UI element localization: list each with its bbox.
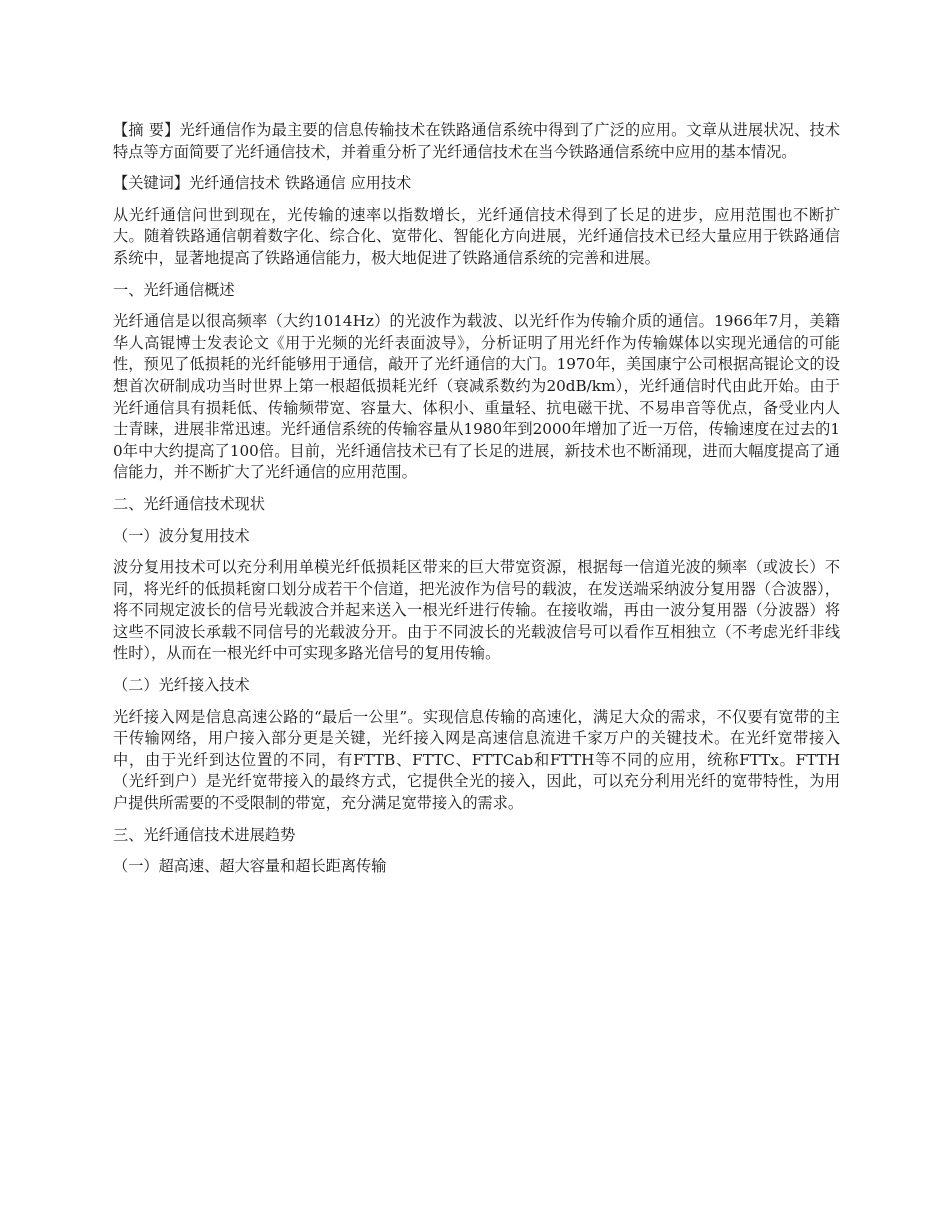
- section-1-paragraph: 光纤通信是以很高频率（大约1014Hz）的光波作为载波、以光纤作为传输介质的通信。1966年7月，美籍华人高锟博士发表论文《用于光频的光纤表面波导》，分析证明了用光纤作为传输媒体以实现光通信的可能性，预见了低损耗的光纤能够用于通信，敲开了光纤通信的大门。1970年，美国康宁公司根据高锟论文的设想首次研制成功当时世界上第一根超低损耗光纤（衰减系数约为20dB/km），光纤通信时代由此开始。由于光纤通信具有损耗低、传输频带宽、容量大、体积小、重量轻、抗电磁干扰、不易串音等优点，备受业内人士青睐，进展非常迅速。光纤通信系统的传输容量从1980年到2000年增加了近一万倍，传输速度在过去的10年中大约提高了100倍。目前，光纤通信技术已有了长足的进展，新技术也不断涌现，进而大幅度提高了通信能力，并不断扩大了光纤通信的应用范围。: [113, 312, 840, 482]
- abstract-paragraph: 【摘 要】光纤通信作为最主要的信息传输技术在铁路通信系统中得到了广泛的应用。文章从进展状况、技术特点等方面简要了光纤通信技术，并着重分析了光纤通信技术在当今铁路通信系统中应用的基本情况。: [113, 121, 840, 161]
- keywords-paragraph: 【关键词】光纤通信技术 铁路通信 应用技术: [113, 174, 412, 193]
- document-page: [113, 120, 840, 888]
- section-1-heading: 一、光纤通信概述: [113, 280, 235, 299]
- section-2-2-paragraph: 光纤接入网是信息高速公路的“最后一公里”。实现信息传输的高速化，满足大众的需求，不仅要有宽带的主干传输网络，用户接入部分更是关键，光纤接入网是高速信息流进千家万户的关键技术。在光纤宽带接入中，由于光纤到达位置的不同，有FTTB、FTTC、FTTCab和FTTH等不同的应用，统称FTTx。FTTH（光纤到户）是光纤宽带接入的最终方式，它提供全光的接入，因此，可以充分利用光纤的宽带特性，为用户提供所需要的不受限制的带宽，充分满足宽带接入的需求。: [113, 707, 840, 813]
- section-2-1-heading: （一）波分复用技术: [113, 526, 250, 545]
- section-2-2-heading: （二）光纤接入技术: [113, 676, 250, 695]
- section-2-1-paragraph: 波分复用技术可以充分利用单模光纤低损耗区带来的巨大带宽资源，根据每一信道光波的频率（或波长）不同，将光纤的低损耗窗口划分成若干个信道，把光波作为信号的载波，在发送端采纳波分复用器（合波器），将不同规定波长的信号光载波合并起来送入一根光纤进行传输。在接收端，再由一波分复用器（分波器）将这些不同波长承载不同信号的光载波分开。由于不同波长的光载波信号可以看作互相独立（不考虑光纤非线性时），从而在一根光纤中可实现多路光信号的复用传输。: [113, 558, 840, 663]
- section-3-heading: 三、光纤通信技术进展趋势: [113, 825, 296, 844]
- intro-paragraph: 从光纤通信问世到现在，光传输的速率以指数增长，光纤通信技术得到了长足的进步，应用范围也不断扩大。随着铁路通信朝着数字化、综合化、宽带化、智能化方向进展，光纤通信技术已经大量应用于铁路通信系统中，显著地提高了铁路通信能力，极大地促进了铁路通信系统的完善和进展。: [113, 205, 840, 267]
- section-2-heading: 二、光纤通信技术现状: [113, 494, 265, 513]
- section-3-1-heading: （一）超高速、超大容量和超长距离传输: [113, 857, 387, 876]
